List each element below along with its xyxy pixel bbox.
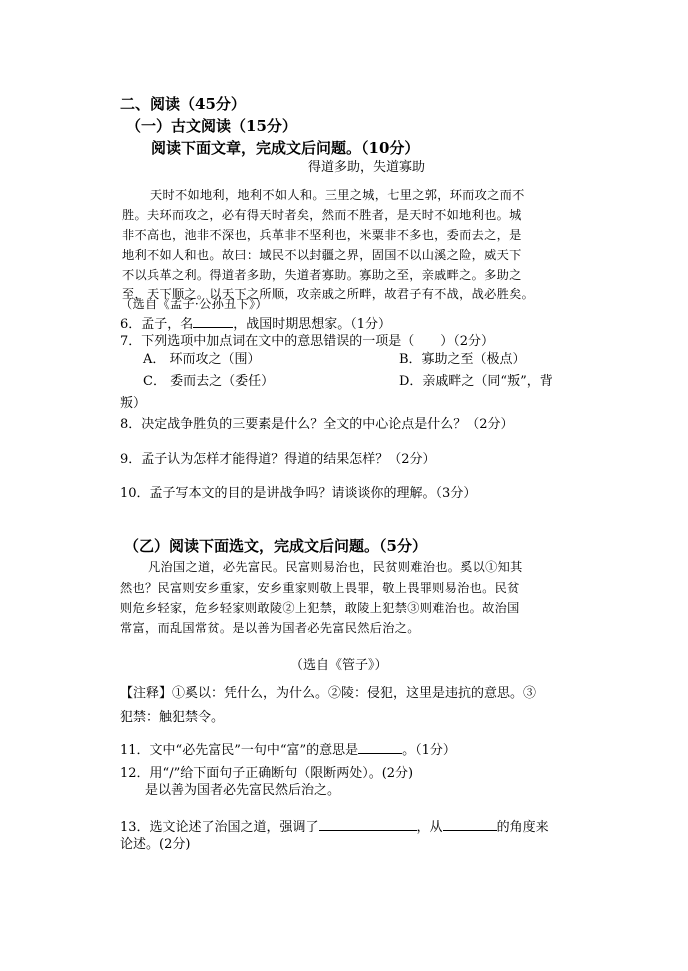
question-13: 13．选文论述了治国之道，强调了 ，从 的角度来 [120,820,549,835]
question-6: 6．孟子，名 ，战国时期思想家。（1分） [120,317,392,332]
option-b: B．寡助之至（极点） [399,352,526,367]
option-d: D．亲戚畔之（同“叛”，背 [399,374,553,389]
question-8: 8．决定战争胜负的三要素是什么？全文的中心论点是什么？（2分） [120,417,514,432]
question-7: 7．下列选项中加点词在文中的意思错误的一项是（ ）（2分） [120,334,495,349]
part1-heading: （一）古文阅读（15分） [126,117,297,135]
passage2-line: 常富，而乱国常贫。是以善为国者必先富民然后治之。 [120,621,420,635]
passage2-line: 然也？民富则安乡重家，安乡重家则敬上畏罪，敬上畏罪则易治也。民贫 [120,581,520,595]
passage-line: 地利不如人和也。故曰：域民不以封疆之界，固国不以山溪之险，威天下 [122,248,522,262]
answer-blank[interactable] [319,818,417,831]
question-10: 10．孟子写本文的目的是讲战争吗？请谈谈你的理解。（3分） [120,486,477,501]
annotation-line: 【注释】①奚以：凭什么，为什么。②陵：侵犯，这里是违抗的意思。③ [120,686,537,701]
part1-instruction: 阅读下面文章，完成文后问题。（10分） [151,139,420,157]
section-heading: 二、阅读（45分） [120,95,246,113]
passage-title: 得道多助，失道寡助 [308,160,426,175]
part2-heading: （乙）阅读下面选文，完成文后问题。（5分） [124,537,427,555]
passage-line: 不以兵革之利。得道者多助，失道者寡助。寡助之至，亲戚畔之。多助之 [122,268,522,282]
option-c: C． 委而去之（委任） [143,374,275,389]
option-a: A． 环而攻之（围） [143,352,261,367]
annotation-line: 犯禁：触犯禁令。 [120,710,225,725]
question-11: 11．文中“必先富民”一句中“富”的意思是 。（1分） [120,743,456,758]
question-12: 12．用“/”给下面句子正确断句（限断两处）。(2分) [120,766,414,781]
passage2-line: 凡治国之道，必先富民。民富则易治也，民贫则难治也。奚以①知其 [148,560,523,574]
passage2-source: （选自《管子》） [290,658,388,673]
passage-line: 天时不如地利，地利不如人和。三里之城，七里之郭，环而攻之而不 [150,188,525,202]
passage-source: （选自《孟子·公孙丑下》） [120,297,268,311]
question-9: 9．孟子认为怎样才能得道？得道的结果怎样？（2分） [120,452,436,467]
answer-blank[interactable] [358,741,402,754]
answer-blank[interactable] [443,818,497,831]
option-d-continued: 叛） [120,396,147,411]
question-13-continued: 论述。(2分) [120,837,191,852]
question-12-sentence: 是以善为国者必先富民然后治之。 [145,783,341,798]
passage2-line: 则危乡轻家，危乡轻家则敢陵②上犯禁，敢陵上犯禁③则难治也。故治国 [120,601,520,615]
passage-line: 胜。夫环而攻之，必有得天时者矣，然而不胜者，是天时不如地利也。城 [122,208,522,222]
passage-line: 非不高也，池非不深也，兵革非不坚利也，米粟非不多也，委而去之，是 [122,228,522,242]
passage-line: 至，天下顺之。以天下之所顺，攻亲戚之所畔，故君子有不战，战必胜矣。 [122,287,535,301]
answer-blank[interactable] [193,315,233,328]
